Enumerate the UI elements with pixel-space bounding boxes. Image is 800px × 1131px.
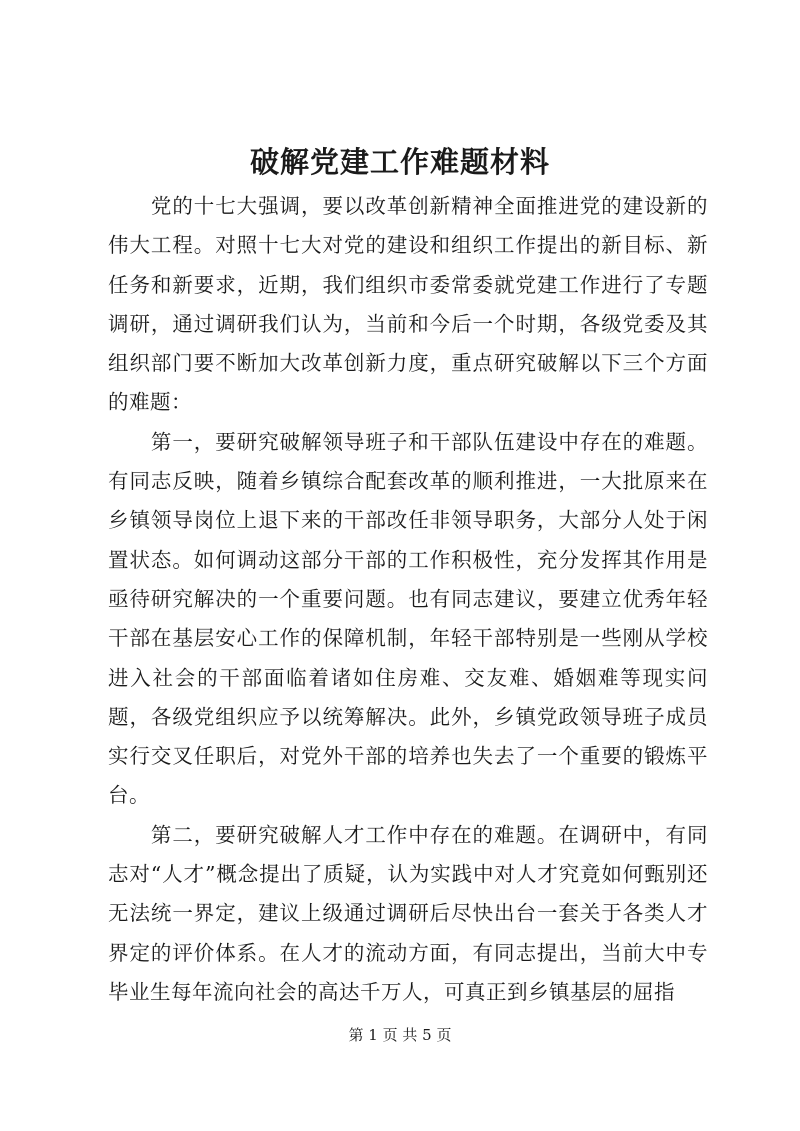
paragraph-intro: 党的十七大强调，要以改革创新精神全面推进党的建设新的伟大工程。对照十七大对党的建设和组织工作提出的新目标、新任务和新要求，近期，我们组织市委常委就党建工作进行了专题调研，通过调研我们认为，当前和今后一个时期，各级党委及其组织部门要不断加大改革创新力度，重点研究破解以下三个方面的难题： (108, 194, 708, 415)
document-title: 破解党建工作难题材料 (249, 145, 550, 179)
document-body (108, 187, 708, 1012)
paragraph-second-point: 第二，要研究破解人才工作中存在的难题。在调研中，有同志对“人才”概念提出了质疑，认为实践中对人才究竟如何甄别还无法统一界定，建议上级通过调研后尽快出台一套关于各类人才界定的评价体系。在人才的流动方面，有同志提出，当前大中专毕业生每年流向社会的高达千万人，可真正到乡镇基层的屈指 (108, 822, 708, 1004)
page-number-footer: 第 1 页 共 5 页 (348, 1026, 452, 1044)
paragraph-first-point: 第一，要研究破解领导班子和干部队伍建设中存在的难题。有同志反映，随着乡镇综合配套改革的顺利推进，一大批原来在乡镇领导岗位上退下来的干部改任非领导职务，大部分人处于闲置状态。如何调动这部分干部的工作积极性，充分发挥其作用是亟待研究解决的一个重要问题。也有同志建议，要建立优秀年轻干部在基层安心工作的保障机制，年轻干部特别是一些刚从学校进入社会的干部面临着诸如住房难、交友难、婚姻难等现实问题，各级党组织应予以统筹解决。此外，乡镇党政领导班子成员实行交叉任职后，对党外干部的培养也失去了一个重要的锻炼平台。 (108, 429, 708, 808)
